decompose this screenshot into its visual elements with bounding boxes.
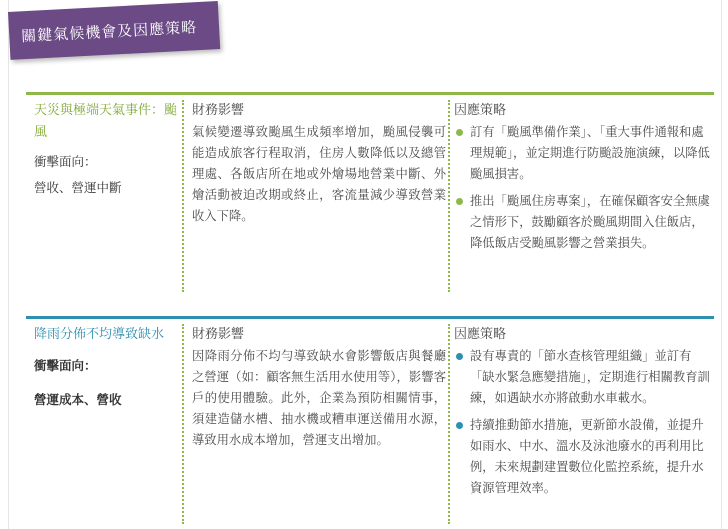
page-title: 關鍵氣候機會及因應策略	[20, 18, 198, 46]
financial-impact-heading: 財務影響	[192, 103, 245, 118]
risk-title: 天災與極端天氣事件：颱風	[34, 103, 178, 140]
impact-label: 衝擊面向：	[34, 358, 97, 373]
response-strategy-list	[454, 122, 710, 254]
risk-column	[34, 100, 179, 198]
list-item-text: 訂有「颱風準備作業」、「重大事件通報和處理規範」，並定期進行防颱設施演練，以降低颱風損害。	[470, 125, 710, 181]
list-item	[454, 346, 710, 409]
column-divider	[448, 100, 450, 292]
impact-value: 營收、營運中斷	[34, 180, 122, 195]
list-item	[454, 415, 710, 499]
financial-impact-text: 氣候變遷導致颱風生成頻率增加，颱風侵襲可能造成旅客行程取消，住房人數降低以及總管理處、各飯店所在地或外燴場地營業中斷、外燴活動被迫改期或終止，客流量減少導致營業收入下降。	[192, 125, 446, 223]
section-water-shortage	[26, 316, 714, 529]
column-divider	[448, 324, 450, 524]
financial-impact-column	[192, 100, 446, 227]
list-item-text: 持續推動節水措施，更新節水設備，並提升如雨水、中水、溫水及泳池廢水的再利用比例，未來規劃建置數位化監控系統，提升水資源管理效率。	[470, 418, 704, 495]
list-item	[454, 122, 710, 185]
impact-label: 衝擊面向：	[34, 154, 97, 169]
impact-value: 營運成本、營收	[34, 392, 122, 407]
financial-impact-text: 因降雨分佈不均勻導致缺水會影響飯店與餐廳之營運（如：顧客無生活用水使用等），影響客戶的使用體驗。此外，企業為預防相關情事，須建造儲水槽、抽水機或糟車運送備用水源，導致用水成本增加，營運支出增加。	[192, 349, 446, 447]
risk-title: 降雨分佈不均導致缺水	[34, 327, 165, 342]
response-strategy-list	[454, 346, 710, 499]
risk-column	[34, 324, 179, 410]
column-divider	[182, 324, 184, 524]
bullet-dot-icon	[456, 353, 463, 360]
list-item-text: 推出「颱風住房專案」，在確保顧客安全無虞之情形下，鼓勵顧客於颱風期間入住飯店，降低飯店受颱風影響之營業損失。	[470, 194, 710, 250]
response-strategy-heading: 因應策略	[454, 103, 507, 118]
column-divider	[182, 100, 184, 292]
bullet-dot-icon	[456, 129, 463, 136]
bullet-dot-icon	[456, 422, 463, 429]
section-top-line	[26, 92, 714, 95]
financial-impact-heading: 財務影響	[192, 327, 245, 342]
bullet-dot-icon	[456, 198, 463, 205]
response-strategy-heading: 因應策略	[454, 327, 507, 342]
list-item-text: 設有專責的「節水查核管理組織」並訂有「缺水緊急應變措施」，定期進行相關教育訓練，如遇缺水亦將啟動水車載水。	[470, 349, 710, 405]
financial-impact-column	[192, 324, 446, 451]
section-top-line	[26, 316, 714, 319]
response-strategy-column	[454, 324, 710, 505]
list-item	[454, 191, 710, 254]
section-typhoon	[26, 92, 714, 297]
response-strategy-column	[454, 100, 710, 260]
